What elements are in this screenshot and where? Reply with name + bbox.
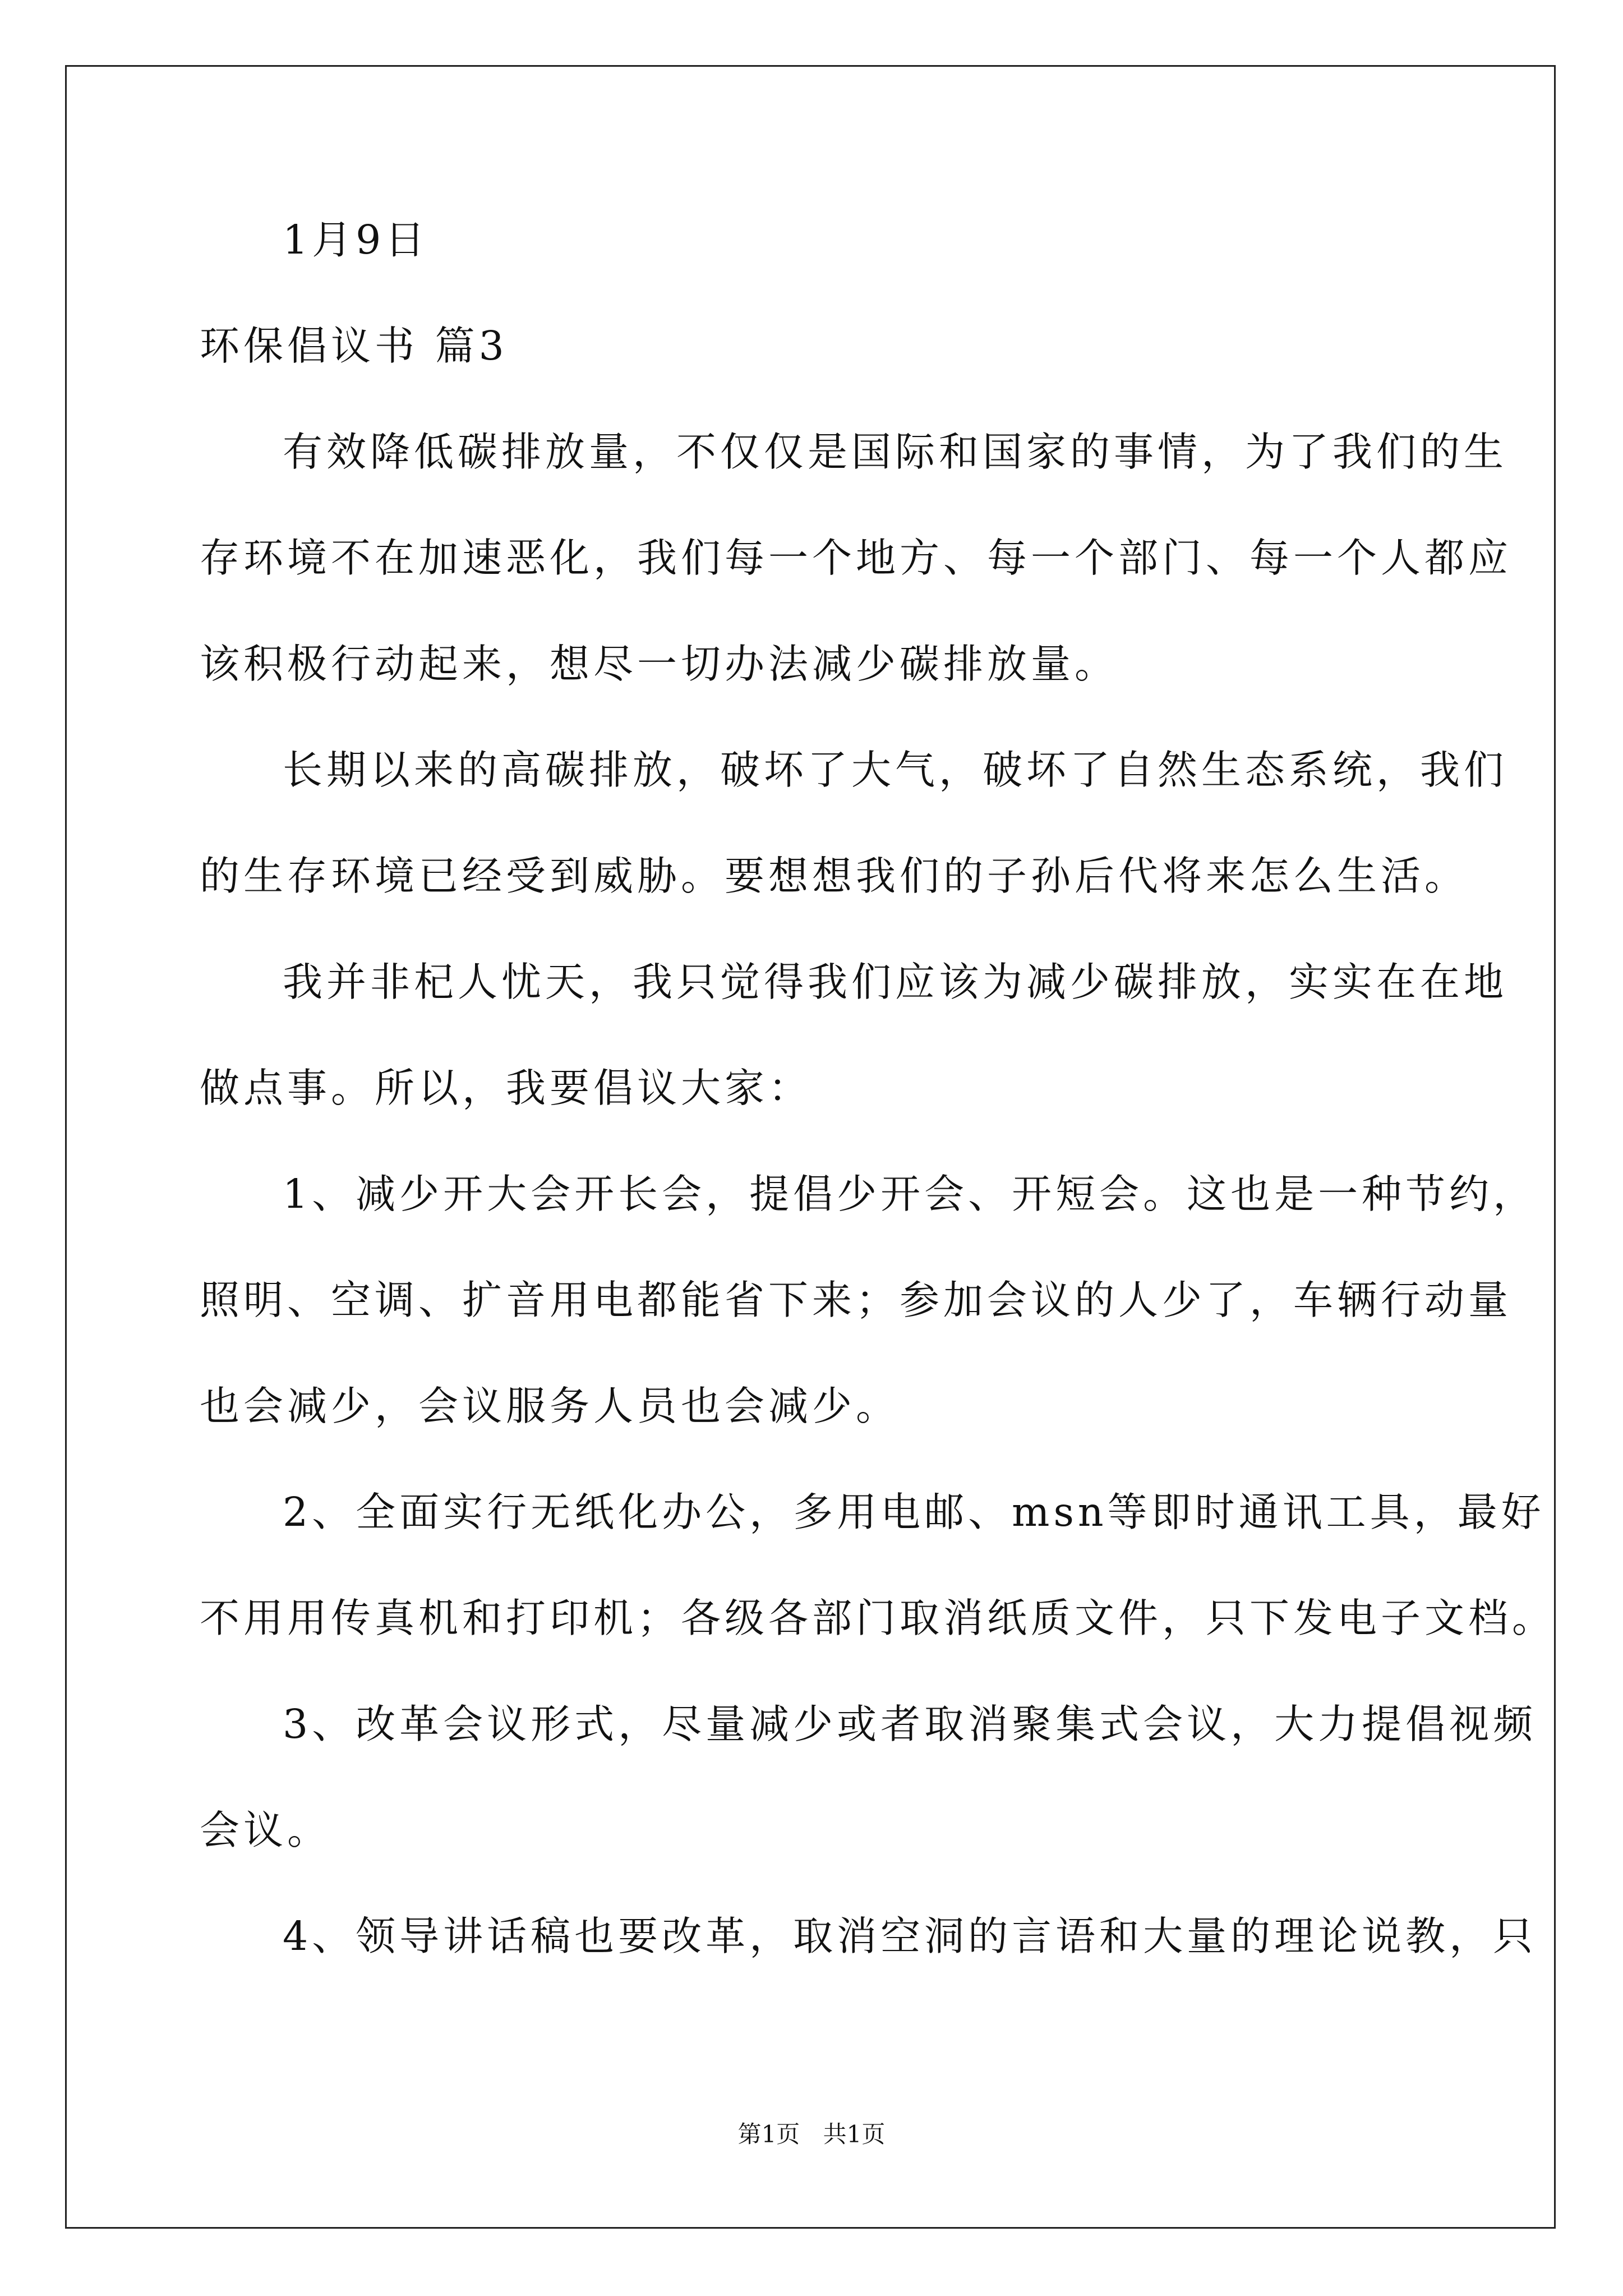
date-line: 1月9日 [283, 217, 429, 263]
document-body [200, 213, 1556, 1963]
paragraph-line: 1、减少开大会开长会，提倡少开会、开短会。这也是一种节约， [283, 1171, 1537, 1217]
paragraph-line: 该积极行动起来，想尽一切办法减少碳排放量。 [200, 641, 1119, 687]
paragraph-line: 有效降低碳排放量，不仅仅是国际和国家的事情，为了我们的生 [283, 429, 1508, 475]
page-total: 共1页 [823, 2120, 886, 2148]
paragraph-line: 长期以来的高碳排放，破坏了大气，破坏了自然生态系统，我们 [283, 747, 1508, 793]
paragraph-line: 我并非杞人忧天，我只觉得我们应该为减少碳排放，实实在在地 [283, 959, 1508, 1005]
page-number: 第1页 [737, 2120, 800, 2148]
paragraph-line: 2、全面实行无纸化办公，多用电邮、msn等即时通讯工具，最好 [283, 1489, 1545, 1535]
paragraph-line: 4、领导讲话稿也要改革，取消空洞的言语和大量的理论说教，只 [283, 1913, 1537, 1959]
paragraph-line: 的生存环境已经受到威胁。要想想我们的子孙后代将来怎么生活。 [200, 853, 1469, 899]
paragraph-line: 会议。 [200, 1807, 331, 1853]
page-footer [0, 2120, 1623, 2148]
paragraph-line: 也会减少，会议服务人员也会减少。 [200, 1383, 900, 1429]
paragraph-line: 做点事。所以，我要倡议大家： [200, 1065, 813, 1111]
paragraph-line: 3、改革会议形式，尽量减少或者取消聚集式会议，大力提倡视频 [283, 1701, 1537, 1747]
paragraph-line: 不用用传真机和打印机；各级各部门取消纸质文件，只下发电子文档。 [200, 1595, 1556, 1641]
paragraph-line: 存环境不在加速恶化，我们每一个地方、每一个部门、每一个人都应 [200, 535, 1513, 581]
paragraph-line: 照明、空调、扩音用电都能省下来；参加会议的人少了，车辆行动量 [200, 1277, 1513, 1323]
section-title: 环保倡议书 篇3 [200, 323, 508, 369]
